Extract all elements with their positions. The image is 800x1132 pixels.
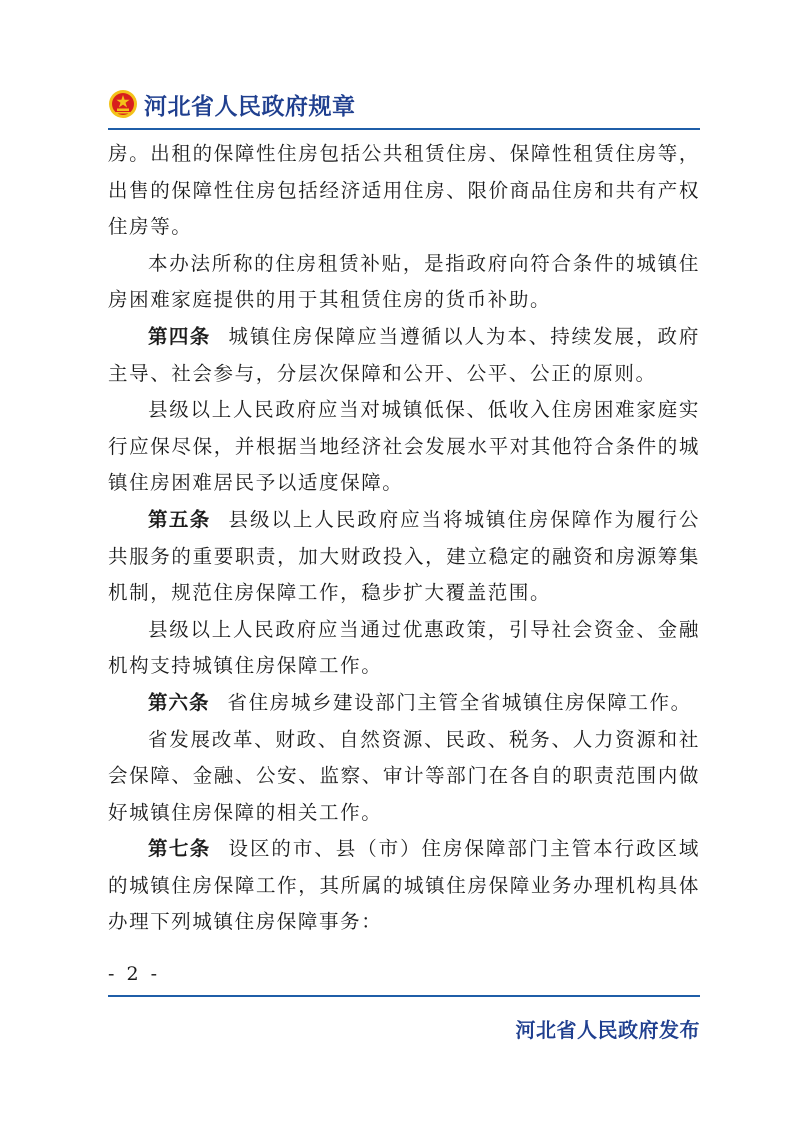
paragraph-text: 县级以上人民政府应当对城镇低保、低收入住房困难家庭实行应保尽保，并根据当地经济社会发展水平对其他符合条件的城镇住房困难居民予以适度保障。	[108, 398, 700, 495]
article-number: 第四条	[148, 324, 211, 348]
header-divider	[108, 128, 700, 130]
paragraph-text: 县级以上人民政府应当将城镇住房保障作为履行公共服务的重要职责，加大财政投入，建立稳定的融资和房源筹集机制，规范住房保障工作，稳步扩大覆盖范围。	[108, 507, 700, 605]
document-header	[108, 84, 356, 124]
national-emblem-icon	[108, 89, 138, 119]
paragraph-text: 县级以上人民政府应当通过优惠政策，引导社会资金、金融机构支持城镇住房保障工作。	[108, 617, 700, 678]
footer-divider	[108, 995, 700, 997]
paragraph	[108, 722, 700, 832]
paragraph-text: 本办法所称的住房租赁补贴，是指政府向符合条件的城镇住房困难家庭提供的用于其租赁住房的货币补助。	[108, 251, 700, 312]
article-number: 第七条	[148, 837, 211, 861]
paragraph	[108, 136, 700, 246]
article-paragraph	[108, 685, 700, 722]
footer-publisher: 河北省人民政府发布	[515, 1018, 700, 1042]
paragraph	[108, 612, 700, 685]
paragraph-text: 设区的市、县（市）住房保障部门主管本行政区域的城镇住房保障工作，其所属的城镇住房保障业务办理机构具体办理下列城镇住房保障事务：	[108, 837, 700, 934]
paragraph	[108, 246, 700, 319]
paragraph-text: 城镇住房保障应当遵循以人为本、持续发展，政府主导、社会参与，分层次保障和公开、公平、公正的原则。	[108, 324, 700, 385]
paragraph	[108, 392, 700, 502]
article-number: 第五条	[148, 507, 211, 531]
header-title: 河北省人民政府规章	[144, 93, 356, 120]
paragraph-text: 省发展改革、财政、自然资源、民政、税务、人力资源和社会保障、金融、公安、监察、审计等部门在各自的职责范围内做好城镇住房保障的相关工作。	[108, 727, 700, 824]
article-number: 第六条	[148, 690, 210, 714]
document-body	[108, 136, 700, 941]
article-paragraph	[108, 502, 700, 612]
paragraph-text: 省住房城乡建设部门主管全省城镇住房保障工作。	[227, 690, 692, 714]
paragraph-text: 房。出租的保障性住房包括公共租赁住房、保障性租赁住房等，出售的保障性住房包括经济适用住房、限价商品住房和共有产权住房等。	[108, 142, 700, 239]
article-paragraph	[108, 831, 700, 941]
page-number: - 2 -	[108, 963, 161, 985]
article-paragraph	[108, 319, 700, 392]
